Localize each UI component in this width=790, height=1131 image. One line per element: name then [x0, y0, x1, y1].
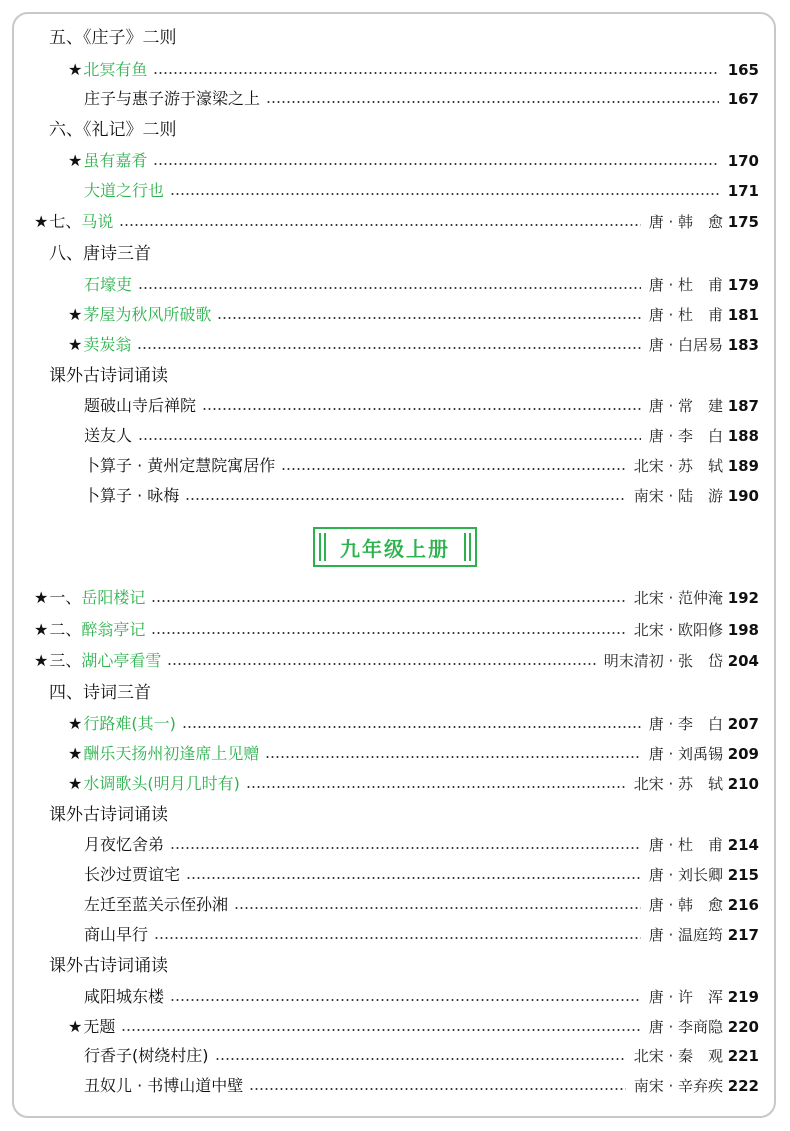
star-icon: ★ — [68, 60, 83, 79]
entry-page-number: 175 — [727, 213, 759, 231]
toc-entry[interactable] — [0, 861, 790, 889]
entry-title: 课外古诗词诵读 — [49, 366, 168, 386]
entry-page-number: 165 — [727, 61, 759, 79]
section-heading — [0, 240, 790, 268]
toc-entry[interactable] — [0, 85, 790, 113]
entry-author: 唐 · 韩 愈 — [648, 213, 723, 231]
dot-leader — [138, 287, 641, 289]
entry-page-number: 215 — [727, 866, 759, 884]
entry-title: 大道之行也 — [84, 181, 165, 200]
dot-leader — [266, 101, 719, 103]
entry-title: 课外古诗词诵读 — [49, 956, 168, 976]
section-heading — [0, 679, 790, 707]
entry-title: 课外古诗词诵读 — [49, 805, 168, 825]
toc-entry[interactable] — [0, 647, 790, 675]
entry-title: 卜算子 · 咏梅 — [84, 486, 180, 505]
entry-title: 四、诗词三首 — [49, 683, 151, 703]
entry-author: 唐 · 常 建 — [648, 397, 723, 415]
entry-title: 五、《庄子》二则 — [49, 28, 177, 48]
entry-author: 北宋 · 欧阳修 — [633, 621, 723, 639]
entry-page-number: 188 — [727, 427, 759, 445]
entry-title: 月夜忆舍弟 — [84, 835, 165, 854]
entry-page-number: 167 — [727, 90, 759, 108]
entry-title: 行香子(树绕村庄) — [84, 1046, 209, 1065]
dot-leader — [202, 408, 641, 410]
entry-page-number: 214 — [727, 836, 759, 854]
toc-entry[interactable] — [0, 482, 790, 510]
dot-leader — [151, 600, 625, 602]
entry-title: 水调歌头(明月几时有) — [83, 774, 240, 793]
dot-leader — [182, 726, 641, 728]
entry-title: 题破山寺后禅院 — [84, 396, 197, 415]
entry-page-number: 222 — [727, 1077, 759, 1095]
entry-author: 唐 · 杜 甫 — [648, 306, 723, 324]
entry-page-number: 170 — [727, 152, 759, 170]
grade-banner-title: 九年级上册 — [340, 536, 450, 561]
toc-entry[interactable] — [0, 1072, 790, 1100]
dot-leader — [151, 632, 625, 634]
entry-title: 卖炭翁 — [83, 335, 132, 354]
entry-title: 丑奴儿 · 书博山道中壁 — [84, 1076, 244, 1095]
toc-entry[interactable] — [0, 331, 790, 359]
star-icon: ★ — [34, 620, 49, 639]
dot-leader — [281, 468, 625, 470]
entry-page-number: 220 — [727, 1018, 759, 1036]
star-icon: ★ — [68, 151, 83, 170]
dot-leader — [153, 72, 719, 74]
entry-page-number: 209 — [727, 745, 759, 763]
entry-author: 明末清初 · 张 岱 — [603, 652, 723, 670]
dot-leader — [217, 317, 640, 319]
toc-entry[interactable] — [0, 452, 790, 480]
entry-page-number: 219 — [727, 988, 759, 1006]
entry-page-number: 179 — [727, 276, 759, 294]
dot-leader — [246, 786, 626, 788]
toc-entry[interactable] — [0, 147, 790, 175]
section-heading — [0, 362, 790, 390]
toc-entry[interactable] — [0, 271, 790, 299]
entry-author: 唐 · 刘长卿 — [648, 866, 723, 884]
entry-author: 北宋 · 苏 轼 — [633, 775, 723, 793]
entry-title: 送友人 — [84, 426, 133, 445]
toc-entry[interactable] — [0, 392, 790, 420]
star-icon: ★ — [34, 588, 49, 607]
entry-title: 北冥有鱼 — [83, 60, 148, 79]
entry-title: 石壕吏 — [84, 275, 133, 294]
entry-title: 虽有嘉肴 — [83, 151, 148, 170]
star-icon: ★ — [68, 744, 83, 763]
dot-leader — [137, 347, 640, 349]
dot-leader — [153, 163, 719, 165]
entry-page-number: 204 — [727, 652, 759, 670]
entry-author: 南宋 · 陆 游 — [633, 487, 723, 505]
dot-leader — [185, 498, 625, 500]
dot-leader — [167, 663, 595, 665]
toc-entry[interactable] — [0, 208, 790, 236]
entry-author: 唐 · 李商隐 — [648, 1018, 723, 1036]
entry-title: 茅屋为秋风所破歌 — [83, 305, 212, 324]
toc-entry[interactable] — [0, 56, 790, 84]
entry-author: 唐 · 李 白 — [648, 427, 723, 445]
entry-page-number: 187 — [727, 397, 759, 415]
star-icon: ★ — [68, 774, 83, 793]
dot-leader — [234, 907, 641, 909]
dot-leader — [265, 756, 640, 758]
entry-author: 唐 · 白居易 — [648, 336, 723, 354]
star-icon: ★ — [68, 305, 83, 324]
dot-leader — [215, 1058, 626, 1060]
star-icon: ★ — [68, 1017, 83, 1036]
dot-leader — [121, 1029, 640, 1031]
entry-title: 左迁至蓝关示侄孙湘 — [84, 895, 229, 914]
dot-leader — [138, 438, 641, 440]
toc-entry[interactable] — [0, 301, 790, 329]
entry-page-number: 221 — [727, 1047, 759, 1065]
entry-title: 无题 — [83, 1017, 116, 1036]
entry-page-number: 207 — [727, 715, 759, 733]
toc-entry[interactable] — [0, 422, 790, 450]
entry-title: 二、醉翁亭记 — [49, 620, 146, 639]
entry-author: 唐 · 许 浑 — [648, 988, 723, 1006]
entry-title: 庄子与惠子游于濠梁之上 — [84, 89, 261, 108]
entry-page-number: 210 — [727, 775, 759, 793]
dot-leader — [186, 877, 641, 879]
entry-page-number: 198 — [727, 621, 759, 639]
entry-page-number: 183 — [727, 336, 759, 354]
entry-author: 北宋 · 苏 轼 — [633, 457, 723, 475]
star-icon: ★ — [34, 212, 49, 231]
entry-author: 唐 · 杜 甫 — [648, 836, 723, 854]
toc-entry[interactable] — [0, 891, 790, 919]
toc-entry[interactable] — [0, 584, 790, 612]
toc-entry[interactable] — [0, 921, 790, 949]
entry-title: 长沙过贾谊宅 — [84, 865, 181, 884]
dot-leader — [170, 999, 641, 1001]
dot-leader — [170, 193, 719, 195]
entry-title: 八、唐诗三首 — [49, 244, 151, 264]
entry-title: 酬乐天扬州初逢席上见赠 — [83, 744, 260, 763]
entry-page-number: 217 — [727, 926, 759, 944]
section-heading — [0, 24, 790, 52]
toc-entry[interactable] — [0, 710, 790, 738]
toc-entry[interactable] — [0, 831, 790, 859]
entry-author: 北宋 · 范仲淹 — [633, 589, 723, 607]
entry-author: 唐 · 李 白 — [648, 715, 723, 733]
entry-title: 咸阳城东楼 — [84, 987, 165, 1006]
dot-leader — [170, 847, 641, 849]
entry-title: 商山早行 — [84, 925, 149, 944]
toc-entry[interactable] — [0, 983, 790, 1011]
entry-page-number: 216 — [727, 896, 759, 914]
entry-page-number: 189 — [727, 457, 759, 475]
section-heading — [0, 801, 790, 829]
entry-title: 行路难(其一) — [83, 714, 176, 733]
entry-title: 卜算子 · 黄州定慧院寓居作 — [84, 456, 276, 475]
dot-leader — [249, 1088, 625, 1090]
entry-title: 六、《礼记》二则 — [49, 120, 177, 140]
entry-page-number: 181 — [727, 306, 759, 324]
entry-page-number: 171 — [727, 182, 759, 200]
toc-entry[interactable] — [0, 740, 790, 768]
toc-entry[interactable] — [0, 616, 790, 644]
toc-entry[interactable] — [0, 770, 790, 798]
entry-author: 唐 · 韩 愈 — [648, 896, 723, 914]
entry-title: 一、岳阳楼记 — [49, 588, 146, 607]
entry-author: 唐 · 温庭筠 — [648, 926, 723, 944]
entry-author: 北宋 · 秦 观 — [633, 1047, 723, 1065]
toc-entry[interactable] — [0, 1042, 790, 1070]
entry-title: 三、湖心亭看雪 — [49, 651, 162, 670]
entry-title: 七、马说 — [49, 212, 114, 231]
dot-leader — [154, 937, 641, 939]
grade-banner — [313, 527, 477, 567]
toc-entry[interactable] — [0, 1013, 790, 1041]
star-icon: ★ — [68, 335, 83, 354]
entry-author: 唐 · 刘禹锡 — [648, 745, 723, 763]
entry-author: 南宋 · 辛弃疾 — [633, 1077, 723, 1095]
dot-leader — [119, 224, 640, 226]
entry-page-number: 192 — [727, 589, 759, 607]
toc-entry[interactable] — [0, 177, 790, 205]
star-icon: ★ — [34, 651, 49, 670]
star-icon: ★ — [68, 714, 83, 733]
section-heading — [0, 116, 790, 144]
entry-page-number: 190 — [727, 487, 759, 505]
section-heading — [0, 952, 790, 980]
entry-author: 唐 · 杜 甫 — [648, 276, 723, 294]
